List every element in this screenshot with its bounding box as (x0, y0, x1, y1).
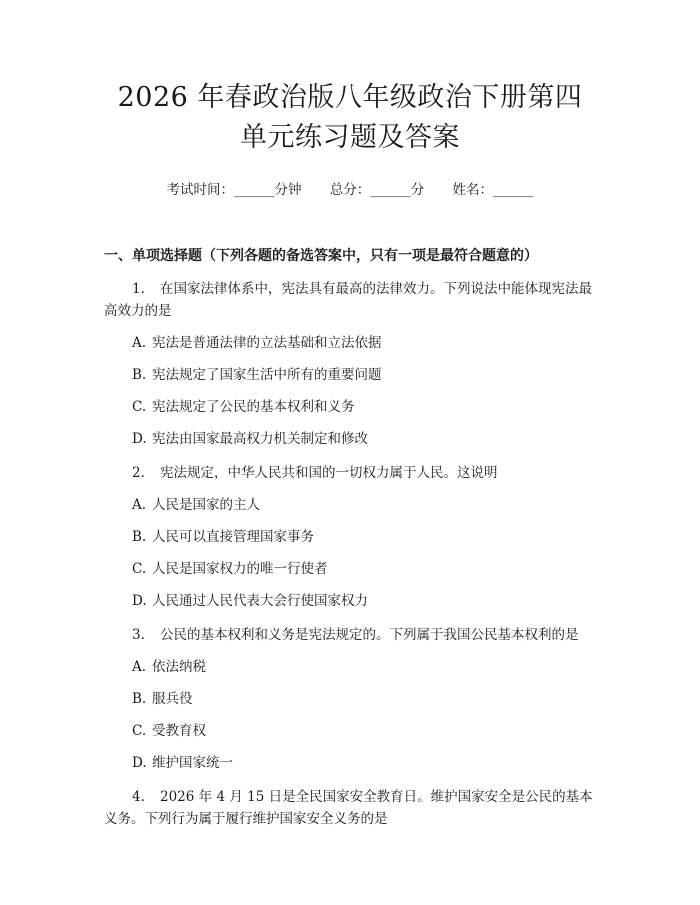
document-title: 2026 年春政治版八年级政治下册第四单元练习题及答案 (117, 82, 583, 153)
option-text: 宪法规定了国家生活中所有的重要问题 (152, 367, 382, 383)
question-2-option-a (104, 494, 596, 516)
question-number: 2. (132, 465, 145, 481)
option-text: 人民是国家权力的唯一行使者 (152, 561, 328, 577)
question-3-option-c (104, 720, 596, 742)
option-letter: B. (132, 691, 147, 707)
option-letter: B. (132, 367, 147, 383)
section-heading: 一、单项选择题（下列各题的备选答案中，只有一项是最符合题意的） (104, 248, 538, 264)
question-1-option-d (104, 428, 596, 450)
question-2-option-c (104, 558, 596, 580)
question-text: 2026 年 4 月 15 日是全民国家安全教育日。维护国家安全是公民的基本义务。下列行为属于履行维护国家安全义务的是 (104, 789, 593, 827)
question-number: 1. (132, 281, 145, 297)
option-text: 人民是国家的主人 (152, 497, 260, 513)
question-1-option-a (104, 332, 596, 354)
option-letter: D. (132, 593, 147, 609)
option-letter: A. (132, 335, 147, 351)
question-1-option-b (104, 364, 596, 386)
option-text: 人民可以直接管理国家事务 (152, 529, 314, 545)
option-text: 服兵役 (152, 691, 193, 707)
question-3-option-d (104, 752, 596, 774)
exam-score: 总分：______分 (329, 182, 425, 198)
question-2-option-b (104, 526, 596, 548)
exam-meta (104, 180, 596, 200)
option-letter: A. (132, 659, 147, 675)
option-text: 人民通过人民代表大会行使国家权力 (152, 593, 368, 609)
question-text: 宪法规定，中华人民共和国的一切权力属于人民。这说明 (160, 465, 498, 481)
question-number: 3. (132, 627, 145, 643)
option-letter: C. (132, 723, 147, 739)
option-text: 依法纳税 (152, 659, 206, 675)
question-4 (104, 786, 596, 830)
option-letter: B. (132, 529, 147, 545)
option-text: 宪法由国家最高权力机关制定和修改 (152, 431, 368, 447)
option-text: 宪法规定了公民的基本权利和义务 (152, 399, 355, 415)
question-3-option-a (104, 656, 596, 678)
option-letter: D. (132, 431, 147, 447)
student-name: 姓名：______ (452, 182, 534, 198)
question-1-option-c (104, 396, 596, 418)
option-text: 宪法是普通法律的立法基础和立法依据 (152, 335, 382, 351)
option-letter: C. (132, 561, 147, 577)
option-text: 受教育权 (152, 723, 206, 739)
question-text: 在国家法律体系中，宪法具有最高的法律效力。下列说法中能体现宪法最高效力的是 (104, 281, 592, 319)
question-text: 公民的基本权利和义务是宪法规定的。下列属于我国公民基本权利的是 (160, 627, 579, 643)
question-number: 4. (132, 789, 145, 805)
option-letter: D. (132, 755, 147, 771)
exam-time: 考试时间：______分钟 (166, 182, 302, 198)
question-2-option-d (104, 590, 596, 612)
question-1 (104, 278, 596, 322)
option-text: 维护国家统一 (152, 755, 233, 771)
question-3 (104, 624, 596, 646)
option-letter: C. (132, 399, 147, 415)
question-2 (104, 462, 596, 484)
question-3-option-b (104, 688, 596, 710)
option-letter: A. (132, 497, 147, 513)
